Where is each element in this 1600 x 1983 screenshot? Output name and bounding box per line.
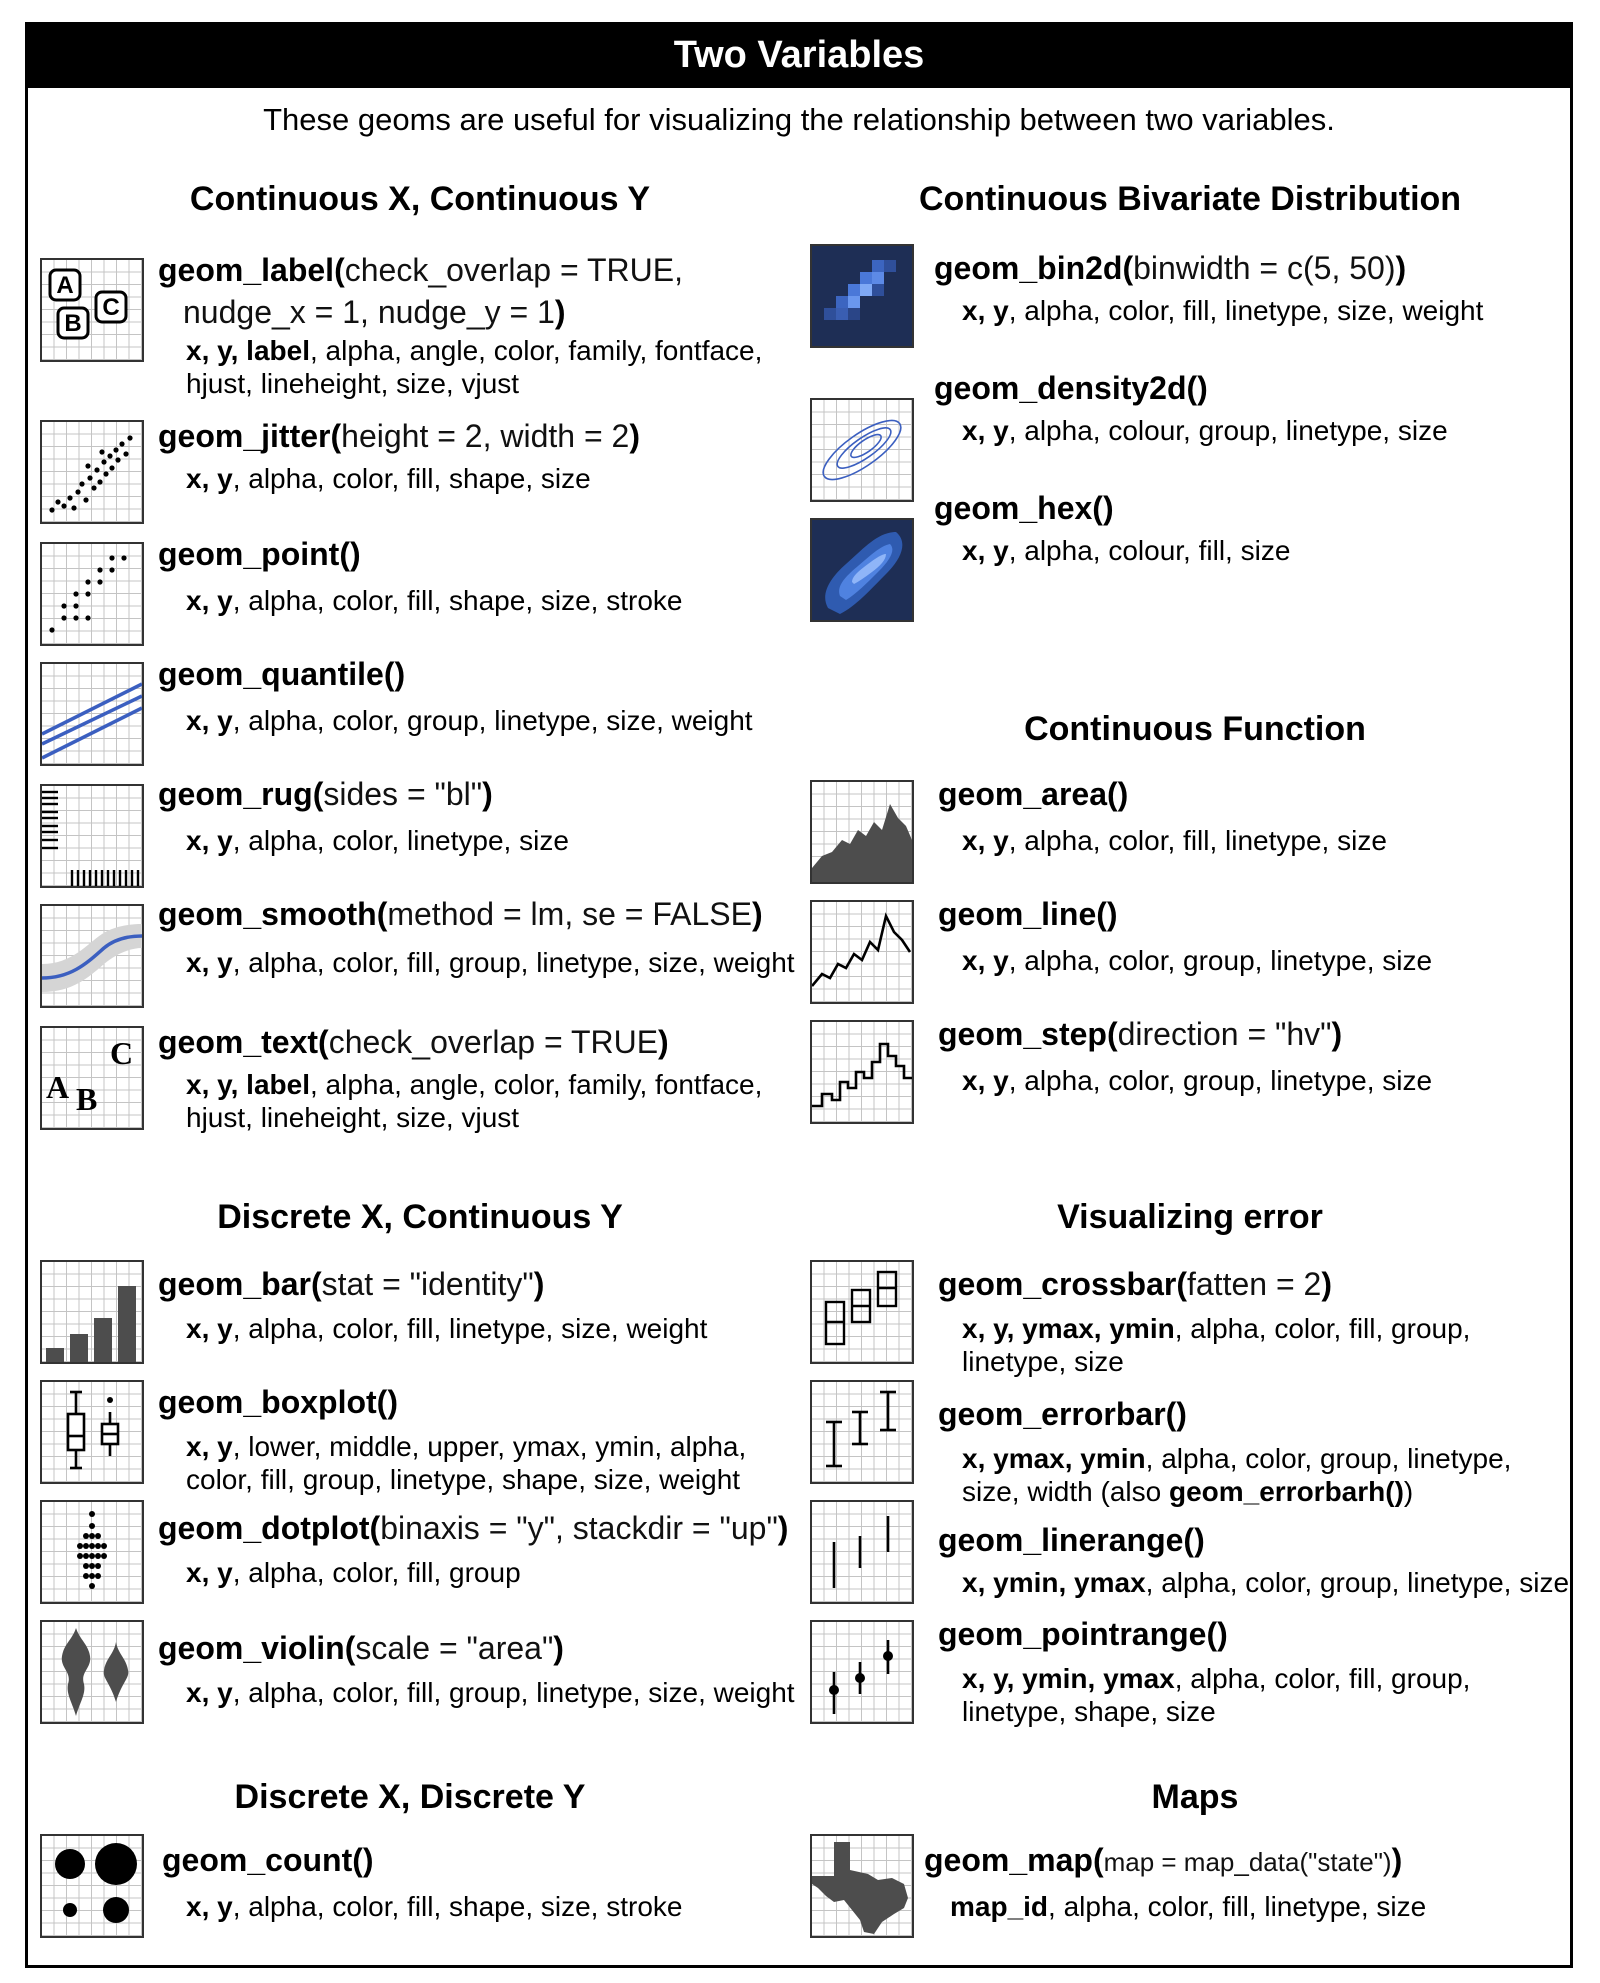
geom-quantile-aesthetics: x, y, alpha, color, group, linetype, size, weight [186,705,753,736]
geom-boxplot-signature: geom_boxplot() [158,1384,398,1420]
geom-errorbar-signature: geom_errorbar() [938,1396,1187,1432]
geom-bin2d-signature: geom_bin2d(binwidth = c(5, 50)) [934,250,1407,286]
geom-density2d-thumbnail [810,398,914,502]
geom-dotplot-thumbnail [40,1500,144,1604]
section-heading-maps: Maps [1151,1778,1239,1816]
geom-label-name: geom_label( [158,252,345,288]
geom-point-signature: geom_point() [158,536,361,572]
geom-jitter-aesthetics: x, y, alpha, color, fill, shape, size [186,463,591,494]
label-glyph-b: B [64,310,82,337]
geom-line-signature: geom_line() [938,896,1118,932]
geom-count-signature: geom_count() [162,1842,374,1878]
section-heading-continuous-x-continuous-y: Continuous X, Continuous Y [189,180,651,218]
geom-point-aesthetics: x, y, alpha, color, fill, shape, size, stroke [186,585,683,616]
geom-violin-signature: geom_violin(scale = "area") [158,1630,564,1666]
geom-label-args-2: nudge_x = 1, nudge_y = 1 [183,294,555,330]
geom-bar-signature: geom_bar(stat = "identity") [158,1266,545,1302]
geom-density2d-aesthetics: x, y, alpha, colour, group, linetype, size [962,415,1448,446]
geom-smooth-signature: geom_smooth(method = lm, se = FALSE) [158,896,763,932]
geom-label-signature [158,252,683,288]
geom-pointrange-thumbnail [810,1620,914,1724]
label-glyph-a: A [56,272,74,299]
geom-bar-thumbnail [40,1260,144,1364]
geom-hex-signature: geom_hex() [934,490,1114,526]
text-glyph-b: B [76,1081,98,1117]
geom-area-thumbnail [810,780,914,884]
geom-map-signature: geom_map(map = map_data("state")) [924,1842,1403,1878]
geom-crossbar-signature: geom_crossbar(fatten = 2) [938,1266,1332,1302]
geom-linerange-thumbnail [810,1500,914,1604]
geom-point-thumbnail [40,542,144,646]
text-glyph-a: A [46,1069,70,1105]
geom-label-thumbnail [40,258,144,362]
geom-hex-thumbnail [810,518,914,622]
geom-step-signature: geom_step(direction = "hv") [938,1016,1343,1052]
geom-line-thumbnail [810,900,914,1004]
geom-smooth-aesthetics: x, y, alpha, color, fill, group, linetype, size, weight [186,947,795,978]
geom-step-aesthetics: x, y, alpha, color, group, linetype, size [962,1065,1433,1096]
geom-jitter-signature: geom_jitter(height = 2, width = 2) [158,418,640,454]
section-heading-continuous-function: Continuous Function [1024,710,1366,748]
geom-crossbar-aesthetics: x, y, ymax, ymin, alpha, color, fill, group, linetype, size [962,1313,1471,1377]
panel-subtitle: These geoms are useful for visualizing the relationship between two variables. [263,102,1335,137]
geom-errorbar-aesthetics: x, ymax, ymin, alpha, color, group, linetype, size, width (also geom_errorbarh()) [962,1443,1512,1507]
geom-pointrange-aesthetics: x, y, ymin, ymax, alpha, color, fill, group, linetype, shape, size [962,1663,1471,1727]
geom-linerange-aesthetics: x, ymin, ymax, alpha, color, group, linetype, size [962,1567,1570,1598]
geom-boxplot-aesthetics: x, y, lower, middle, upper, ymax, ymin, alpha, color, fill, group, linetype, shape, size, weight [186,1431,747,1495]
geom-bin2d-aesthetics: x, y, alpha, color, fill, linetype, size, weight [962,295,1484,326]
geom-label-aesthetics: x, y, label, alpha, angle, color, family, fontface, hjust, lineheight, size, vjust [186,335,763,399]
geom-errorbar-thumbnail [810,1380,914,1484]
geom-quantile-signature: geom_quantile() [158,656,406,692]
geom-boxplot-thumbnail [40,1380,144,1484]
geom-rug-signature: geom_rug(sides = "bl") [158,776,493,812]
geom-map-aesthetics: map_id, alpha, color, fill, linetype, size [950,1891,1427,1922]
geom-bar-aesthetics: x, y, alpha, color, fill, linetype, size, weight [186,1313,708,1344]
texas-icon [812,1842,908,1934]
geom-step-thumbnail [810,1020,914,1124]
geom-hex-aesthetics: x, y, alpha, colour, fill, size [962,535,1291,566]
geom-map-thumbnail [810,1834,914,1938]
section-heading-bivariate: Continuous Bivariate Distribution [918,180,1462,218]
geom-label-signature-line2: nudge_x = 1, nudge_y = 1) [183,294,566,330]
geom-line-aesthetics: x, y, alpha, color, group, linetype, size [962,945,1433,976]
geom-jitter-thumbnail [40,420,144,524]
geom-linerange-signature: geom_linerange() [938,1522,1205,1558]
geom-violin-aesthetics: x, y, alpha, color, fill, group, linetype, size, weight [186,1677,795,1708]
geom-quantile-thumbnail [40,662,144,766]
geom-rug-thumbnail [40,784,144,888]
geom-bin2d-thumbnail [810,244,914,348]
section-heading-visualizing-error: Visualizing error [1057,1198,1323,1236]
geom-dotplot-signature: geom_dotplot(binaxis = "y", stackdir = "up") [158,1510,789,1546]
geom-text-aesthetics: x, y, label, alpha, angle, color, family, fontface, hjust, lineheight, size, vjust [186,1069,763,1133]
geom-text-thumbnail [40,1026,144,1130]
geom-area-signature: geom_area() [938,776,1129,812]
geom-label-args: check_overlap = TRUE, [344,252,683,288]
geom-dotplot-aesthetics: x, y, alpha, color, fill, group [186,1557,521,1588]
text-glyph-c: C [110,1035,134,1071]
geom-count-thumbnail [40,1834,144,1938]
geom-count-aesthetics: x, y, alpha, color, fill, shape, size, stroke [186,1891,683,1922]
panel-title: Two Variables [25,22,1573,88]
geom-violin-thumbnail [40,1620,144,1724]
label-glyph-c: C [102,294,120,321]
section-heading-discrete-x-discrete-y: Discrete X, Discrete Y [234,1778,586,1816]
geom-smooth-thumbnail [40,904,144,1008]
geom-rug-aesthetics: x, y, alpha, color, linetype, size [186,825,569,856]
geom-pointrange-signature: geom_pointrange() [938,1616,1228,1652]
geom-density2d-signature: geom_density2d() [934,370,1208,406]
geom-area-aesthetics: x, y, alpha, color, fill, linetype, size [962,825,1387,856]
geom-crossbar-thumbnail [810,1260,914,1364]
section-heading-discrete-x-continuous-y: Discrete X, Continuous Y [217,1198,623,1236]
geom-text-signature: geom_text(check_overlap = TRUE) [158,1024,669,1060]
